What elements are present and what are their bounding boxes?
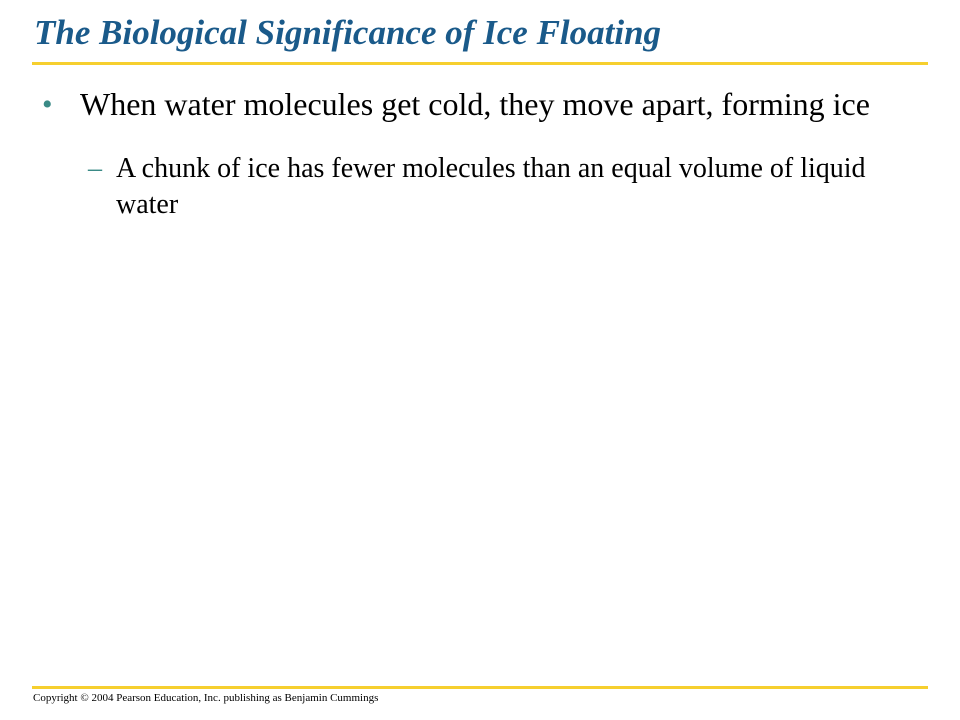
sub-bullet-item	[88, 151, 922, 223]
sub-bullet-text: A chunk of ice has fewer molecules than an equal volume of liquid water	[116, 153, 866, 220]
footer-divider	[32, 686, 928, 689]
bullet-list	[42, 84, 922, 223]
copyright-footer: Copyright © 2004 Pearson Education, Inc. publishing as Benjamin Cummings	[33, 692, 379, 704]
bullet-marker: •	[42, 88, 53, 121]
slide-title: The Biological Significance of Ice Floating	[34, 13, 662, 52]
bullet-item	[42, 84, 922, 125]
title-divider	[32, 62, 928, 65]
sub-bullet-marker: –	[88, 153, 102, 184]
bullet-text: When water molecules get cold, they move apart, forming ice	[80, 86, 870, 122]
